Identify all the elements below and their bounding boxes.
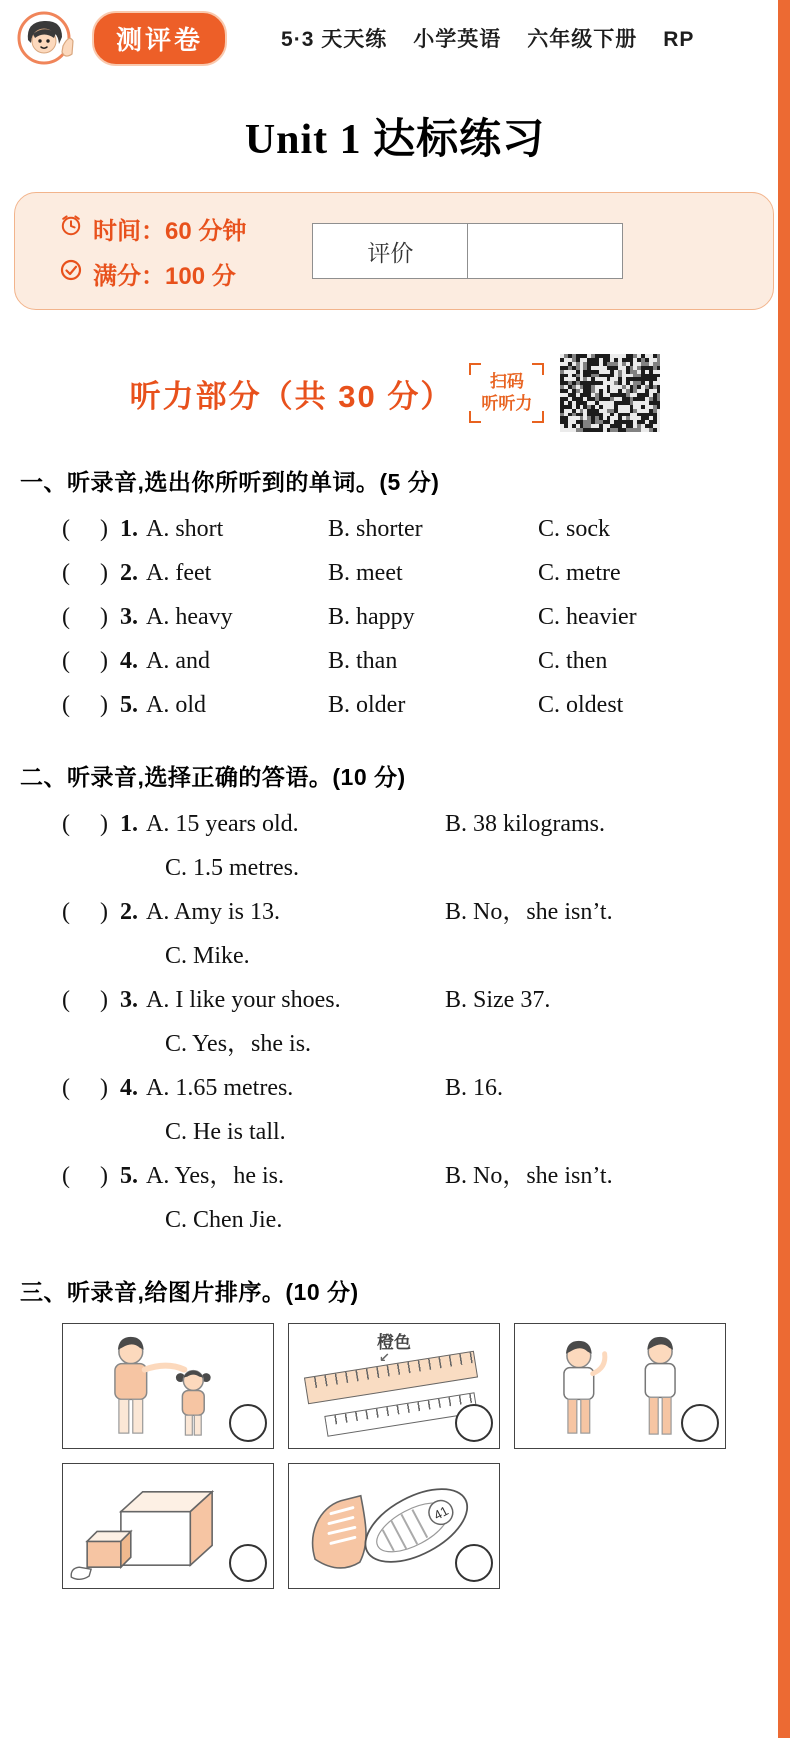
question-row xyxy=(62,802,750,846)
answer-bracket[interactable]: ( ) xyxy=(62,1163,108,1189)
option-b: B. meet xyxy=(328,560,403,586)
time-row xyxy=(59,211,246,246)
option-b: B. Size 37. xyxy=(445,987,551,1013)
ruler-color-label: 橙色 ↙ xyxy=(377,1328,411,1363)
evaluation-table xyxy=(312,223,623,279)
question-number: 5. xyxy=(120,692,138,718)
score-row xyxy=(59,256,246,291)
qr-scan-label xyxy=(469,363,544,423)
qr-scan-label-line1: 扫码 xyxy=(489,371,524,391)
answer-bracket[interactable]: ( ) xyxy=(62,987,108,1013)
option-c: C. oldest xyxy=(538,692,624,718)
check-circle-icon xyxy=(59,258,83,289)
question-row xyxy=(62,595,750,639)
option-c: C. heavier xyxy=(538,604,637,630)
question-row xyxy=(62,683,750,727)
section3-heading: 三、听录音,给图片排序。(10 分) xyxy=(20,1279,359,1305)
time-label: 时间：60 分钟 xyxy=(93,218,247,245)
option-b: B. No，she isn’t. xyxy=(445,899,613,925)
clock-icon xyxy=(59,213,83,244)
picture-sneaker xyxy=(288,1463,500,1589)
section1-heading: 一、听录音,选出你所听到的单词。(5 分) xyxy=(20,469,440,495)
question-number: 4. xyxy=(120,648,138,674)
answer-circle[interactable] xyxy=(681,1404,719,1442)
question-block xyxy=(20,802,750,890)
question-row xyxy=(62,1154,750,1198)
option-c: C. then xyxy=(538,648,608,674)
option-c: C. sock xyxy=(538,516,610,542)
question-number: 1. xyxy=(120,811,138,837)
option-b: B. 38 kilograms. xyxy=(445,811,605,837)
section2-heading: 二、听录音,选择正确的答语。(10 分) xyxy=(20,764,406,790)
qr-code[interactable] xyxy=(560,354,660,432)
question-row xyxy=(62,890,750,934)
header xyxy=(14,10,764,66)
shoe-size-label: 41 xyxy=(431,1502,451,1523)
option-a: A. feet xyxy=(146,560,212,586)
question-row xyxy=(62,639,750,683)
answer-bracket[interactable]: ( ) xyxy=(62,692,108,718)
option-a: A. short xyxy=(146,516,224,542)
answer-circle[interactable] xyxy=(455,1404,493,1442)
answer-bracket[interactable]: ( ) xyxy=(62,899,108,925)
picture-grid xyxy=(62,1323,730,1589)
option-a: A. 1.65 metres. xyxy=(146,1075,294,1101)
answer-circle[interactable] xyxy=(229,1544,267,1582)
picture-father-daughter xyxy=(62,1323,274,1449)
brand-mascot-icon xyxy=(14,10,84,66)
option-b: B. happy xyxy=(328,604,415,630)
answer-circle[interactable] xyxy=(229,1404,267,1442)
question-number: 3. xyxy=(120,604,138,630)
answer-bracket[interactable]: ( ) xyxy=(62,648,108,674)
option-a: A. heavy xyxy=(146,604,233,630)
answer-bracket[interactable]: ( ) xyxy=(62,811,108,837)
series-info xyxy=(281,23,694,53)
series-name: 5·3 天天练 xyxy=(281,28,388,51)
option-a: A. old xyxy=(146,692,206,718)
option-c: C. Yes，she is. xyxy=(165,1031,312,1057)
question-row xyxy=(62,978,750,1022)
option-a: A. Yes，he is. xyxy=(146,1163,285,1189)
question-number: 2. xyxy=(120,899,138,925)
question-block xyxy=(20,1154,750,1242)
question-number: 3. xyxy=(120,987,138,1013)
ruler-icon xyxy=(324,1392,477,1437)
listening-header xyxy=(0,354,790,432)
option-a: A. and xyxy=(146,648,210,674)
qr-scan-label-line2: 听听力 xyxy=(481,394,533,413)
question-row xyxy=(62,507,750,551)
question-block xyxy=(20,978,750,1066)
picture-two-boys xyxy=(514,1323,726,1449)
option-b: B. 16. xyxy=(445,1075,504,1101)
option-a: A. Amy is 13. xyxy=(146,899,281,925)
question-number: 1. xyxy=(120,516,138,542)
answer-circle[interactable] xyxy=(455,1544,493,1582)
option-b: B. older xyxy=(328,692,406,718)
picture-boxes xyxy=(62,1463,274,1589)
info-box xyxy=(14,192,774,310)
question-block xyxy=(20,1066,750,1154)
subject-name: 小学英语 xyxy=(413,28,502,51)
option-b: B. No，she isn’t. xyxy=(445,1163,613,1189)
option-b: B. shorter xyxy=(328,516,423,542)
option-c: C. Chen Jie. xyxy=(165,1207,283,1233)
option-c: C. metre xyxy=(538,560,621,586)
publisher-code: RP xyxy=(663,28,695,51)
question-number: 2. xyxy=(120,560,138,586)
option-c: C. Mike. xyxy=(165,943,250,969)
question-row xyxy=(62,551,750,595)
question-row xyxy=(62,1066,750,1110)
question-number: 4. xyxy=(120,1075,138,1101)
option-c: C. He is tall. xyxy=(165,1119,286,1145)
page-edge-bar xyxy=(778,0,790,1738)
answer-bracket[interactable]: ( ) xyxy=(62,516,108,542)
answer-bracket[interactable]: ( ) xyxy=(62,560,108,586)
option-a: A. 15 years old. xyxy=(146,811,299,837)
evaluation-label: 评价 xyxy=(313,224,468,279)
answer-bracket[interactable]: ( ) xyxy=(62,1075,108,1101)
option-b: B. than xyxy=(328,648,398,674)
full-score-label: 满分：100 分 xyxy=(93,263,236,290)
grade-name: 六年级下册 xyxy=(527,28,638,51)
page-title: Unit 1 达标练习 xyxy=(244,117,546,163)
question-sections xyxy=(0,464,790,1589)
listening-heading: 听力部分（共 30 分） xyxy=(129,378,454,414)
picture-rulers xyxy=(288,1323,500,1449)
question-block xyxy=(20,890,750,978)
option-a: A. I like your shoes. xyxy=(146,987,341,1013)
evaluation-blank-cell[interactable] xyxy=(468,224,623,279)
paper-type-badge: 测评卷 xyxy=(92,11,227,66)
exam-meta xyxy=(59,211,246,291)
question-number: 5. xyxy=(120,1163,138,1189)
answer-bracket[interactable]: ( ) xyxy=(62,604,108,630)
option-c: C. 1.5 metres. xyxy=(165,855,299,881)
